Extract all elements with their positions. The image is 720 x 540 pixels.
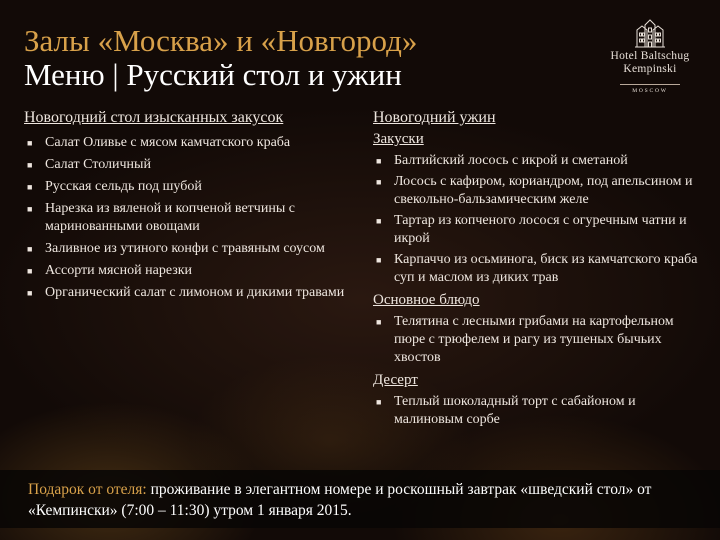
bullet-icon: ■ (376, 255, 382, 265)
starters-list (373, 152, 708, 287)
list-item: ■ Тартар из копченого лосося с огуречным чатни и икрой (376, 213, 687, 246)
appetizers-column (24, 108, 359, 306)
bullet-icon: ■ (27, 288, 33, 298)
list-item: ■ Лосось с кафиром, кориандром, под апельсином и свекольно-бальзамическим желе (376, 174, 693, 207)
dessert-list (373, 393, 708, 429)
list-item: ■ Салат Столичный (27, 157, 151, 172)
main-course-heading: Основное блюдо (373, 292, 480, 308)
dinner-heading: Новогодний ужин (373, 109, 496, 126)
bullet-icon: ■ (27, 244, 33, 254)
dinner-column (373, 108, 708, 432)
list-item: ■ Балтийский лосось с икрой и сметаной (376, 153, 628, 168)
list-item: ■ Телятина с лесными грибами на картофельном пюре с трюфелем и рагу из тушеных бычьих хвостов (376, 314, 674, 365)
page-title: Залы «Москва» и «Новгород» (24, 23, 418, 58)
bullet-icon: ■ (376, 397, 382, 407)
bullet-icon: ■ (27, 160, 33, 170)
hotel-building-icon (633, 18, 667, 48)
gift-banner (0, 470, 720, 528)
bullet-icon: ■ (27, 266, 33, 276)
list-item: ■ Карпаччо из осьминога, биск из камчатского краба суп и маслом из диких трав (376, 252, 698, 285)
list-item: ■ Ассорти мясной нарезки (27, 263, 193, 278)
list-item: ■ Теплый шоколадный торт с сабайоном и малиновым сорбе (376, 394, 636, 427)
logo-line-hotel: Hotel Baltschug (610, 50, 690, 62)
main-course-list (373, 313, 708, 367)
logo-line-brand: Kempinski (623, 63, 677, 75)
dessert-heading: Десерт (373, 372, 418, 388)
gift-text: проживание в элегантном номере и роскошный завтрак «шведский стол» от «Кемпински» (7:00 – 11:30) утром 1 января 2015. (28, 481, 652, 519)
list-item: ■ Органический салат с лимоном и дикими травами (27, 285, 345, 300)
hotel-logo (602, 18, 698, 95)
bullet-icon: ■ (376, 177, 382, 187)
bullet-icon: ■ (27, 204, 33, 214)
bullet-icon: ■ (27, 138, 33, 148)
page-subtitle: Меню | Русский стол и ужин (24, 57, 402, 92)
bullet-icon: ■ (376, 317, 382, 327)
logo-line-city: MOSCOW (632, 88, 668, 94)
logo-divider (620, 84, 680, 85)
list-item: ■ Русская сельдь под шубой (27, 179, 202, 194)
bullet-icon: ■ (376, 156, 382, 166)
list-item: ■ Салат Оливье с мясом камчатского краба (27, 135, 291, 150)
appetizers-list (24, 134, 359, 302)
starters-heading: Закуски (373, 131, 424, 147)
bullet-icon: ■ (27, 182, 33, 192)
bullet-icon: ■ (376, 216, 382, 226)
gift-label: Подарок от отеля: (28, 481, 147, 498)
appetizers-heading: Новогодний стол изысканных закусок (24, 109, 284, 126)
list-item: ■ Заливное из утиного конфи с травяным соусом (27, 241, 325, 256)
list-item: ■ Нарезка из вяленой и копченой ветчины с маринованными овощами (27, 201, 295, 234)
header (24, 24, 417, 92)
